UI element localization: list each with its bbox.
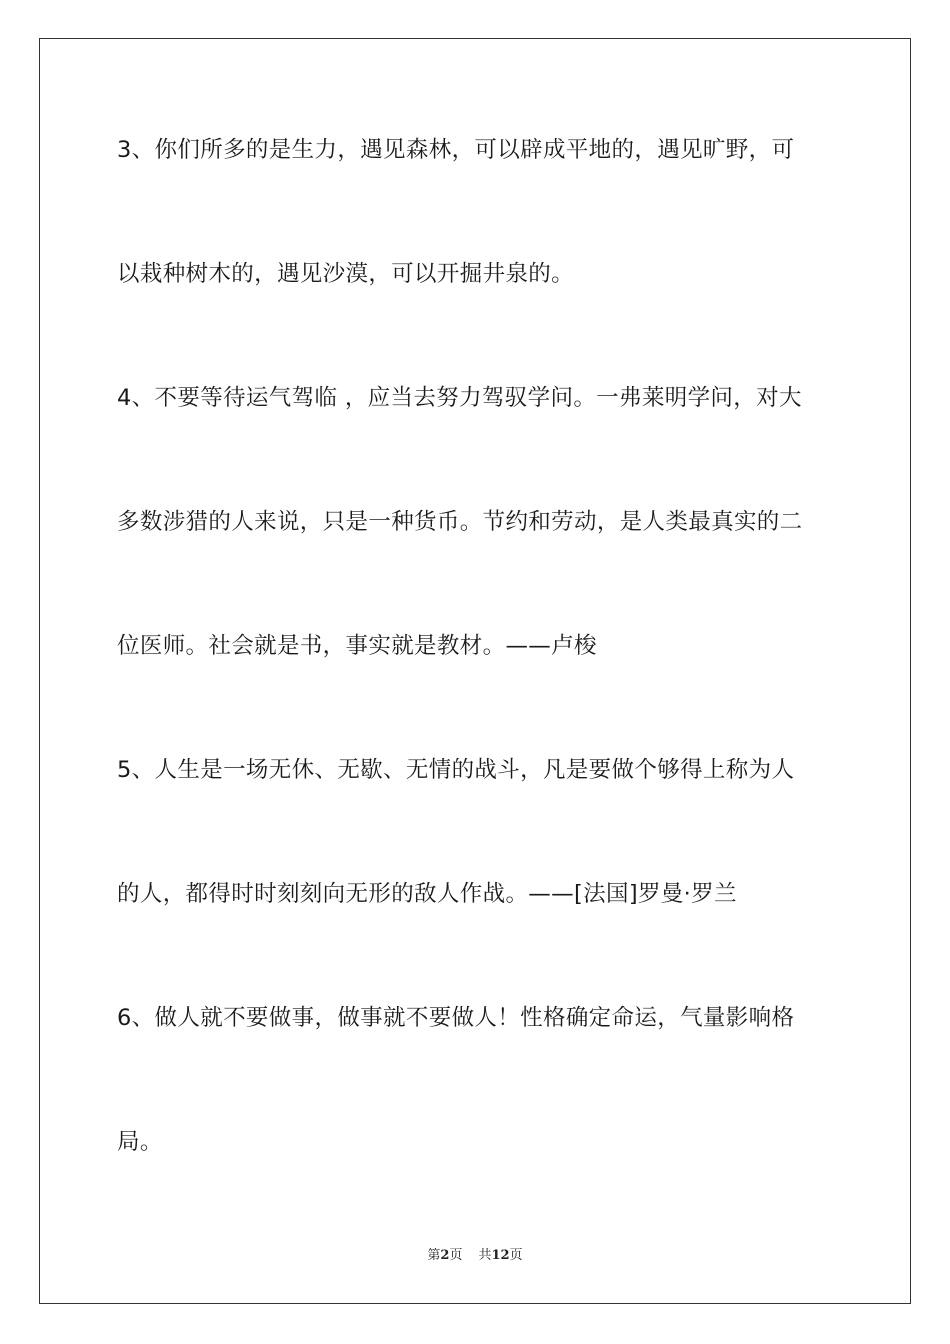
- page-footer: [0, 1247, 950, 1265]
- text-line-7: 的人，都得时时刻刻向无形的敌人作战。——[法国]罗曼·罗兰: [117, 881, 737, 907]
- text-line-9: 局。: [117, 1129, 163, 1155]
- text-line-2: 以栽种树木的，遇见沙漠，可以开掘井泉的。: [117, 261, 575, 287]
- total-prefix: 共: [478, 1248, 492, 1263]
- page-suffix: 页: [449, 1248, 463, 1263]
- page-prefix: 第: [427, 1248, 441, 1263]
- text-line-1: 3、你们所多的是生力，遇见森林，可以辟成平地的，遇见旷野，可: [117, 137, 795, 163]
- text-line-3: 4、不要等待运气驾临 ，应当去努力驾驭学问。一弗莱明学问，对大: [117, 385, 802, 411]
- page-border: [39, 38, 911, 1304]
- total-pages: 12: [491, 1248, 510, 1263]
- text-line-6: 5、人生是一场无休、无歇、无情的战斗，凡是要做个够得上称为人: [117, 757, 795, 783]
- page-number: 2: [440, 1248, 450, 1263]
- text-line-8: 6、做人就不要做事，做事就不要做人！性格确定命运，气量影响格: [117, 1005, 795, 1031]
- text-line-5: 位医师。社会就是书，事实就是教材。——卢梭: [117, 633, 597, 659]
- total-suffix: 页: [509, 1248, 523, 1263]
- text-line-4: 多数涉猎的人来说，只是一种货币。节约和劳动，是人类最真实的二: [117, 509, 803, 535]
